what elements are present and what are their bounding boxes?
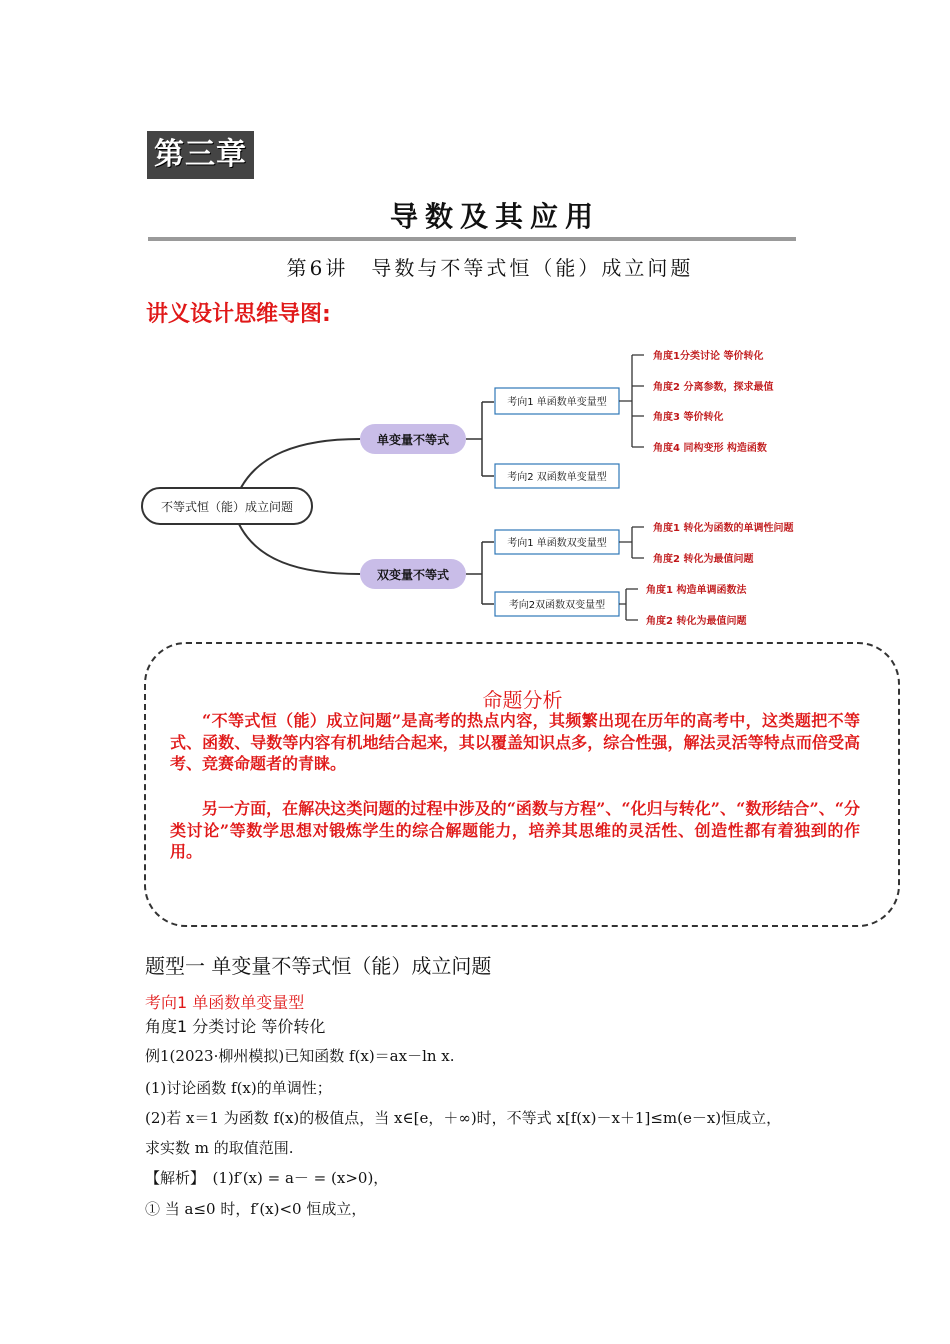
mindmap-angle-label: 角度1 构造单调函数法	[646, 585, 747, 596]
mindmap-heading: 讲义设计思维导图:	[146, 302, 331, 327]
mindmap-direction-label: 考向2双函数双变量型	[508, 600, 606, 611]
mindmap-direction-label: 考向1 单函数双变量型	[507, 538, 607, 549]
question-1: (1)讨论函数 f(x)的单调性；	[145, 1079, 332, 1097]
main-title: 导数及其应用	[389, 200, 600, 233]
mindmap-angle-label: 角度2 转化为最值问题	[646, 616, 747, 627]
question-2: (2)若 x＝1 为函数 f(x)的极值点，当 x∈[e，＋∞)时，不等式 x[f(x)－x＋1]≤m(e－x)恒成立，	[145, 1109, 782, 1127]
mindmap-angle-label: 角度3 等价转化	[653, 412, 724, 423]
mindmap-angle-label: 角度1分类讨论 等价转化	[653, 351, 764, 362]
mindmap-bracket	[619, 527, 644, 558]
mindmap-angle-label: 角度4 同构变形 构造函数	[653, 443, 767, 454]
analysis-title: 命题分析	[482, 688, 563, 712]
analysis-paragraph: 另一方面，在解决这类问题的过程中涉及的“函数与方程”、“化归与转化”、“数形结合”、“分类讨论”等数学思想对锻炼学生的综合解题能力，培养其思维的灵活性、创造性都有着独到的作用。	[170, 799, 860, 861]
mindmap-direction-label: 考向1 单函数单变量型	[507, 397, 607, 408]
direction-title: 考向1 单函数单变量型	[145, 993, 305, 1012]
chapter-badge: 第三章	[147, 131, 254, 179]
example-statement: 例1(2023·柳州模拟)已知函数 f(x)＝ax－ln x.	[145, 1047, 455, 1065]
mindmap	[138, 340, 818, 632]
question-2-continued: 求实数 m 的取值范围.	[145, 1139, 294, 1157]
mindmap-angle-label: 角度2 转化为最值问题	[653, 554, 754, 565]
mindmap-bracket	[466, 402, 494, 476]
case-1-line: ① 当 a≤0 时，f′(x)<0 恒成立，	[145, 1200, 367, 1218]
title-divider	[148, 237, 796, 241]
analysis-paragraph: “不等式恒（能）成立问题”是高考的热点内容，其频繁出现在历年的高考中，这类题把不等式、函数、导数等内容有机地结合起来，其以覆盖知识点多，综合性强，解法灵活等特点而倍受高考、竞赛命题者的青睐。	[170, 711, 860, 773]
mindmap-branch-double-label: 双变量不等式	[376, 568, 450, 582]
mindmap-bracket	[619, 589, 638, 620]
mindmap-branch-single-label: 单变量不等式	[376, 433, 450, 447]
lecture-title: 第6讲 导数与不等式恒（能）成立问题	[286, 256, 694, 280]
mindmap-bracket	[466, 542, 494, 604]
section-title: 题型一 单变量不等式恒（能）成立问题	[145, 954, 492, 978]
angle-title: 角度1 分类讨论 等价转化	[145, 1017, 326, 1036]
mindmap-direction-label: 考向2 双函数单变量型	[507, 472, 607, 483]
mindmap-angle-label: 角度2 分离参数，探求最值	[653, 382, 774, 393]
mindmap-angle-label: 角度1 转化为函数的单调性问题	[653, 523, 794, 534]
mindmap-root-label: 不等式恒（能）成立问题	[160, 500, 294, 514]
mindmap-bracket	[619, 355, 644, 447]
solution-line: 【解析】 (1)f′(x) = a－ = (x>0)，	[145, 1169, 389, 1187]
